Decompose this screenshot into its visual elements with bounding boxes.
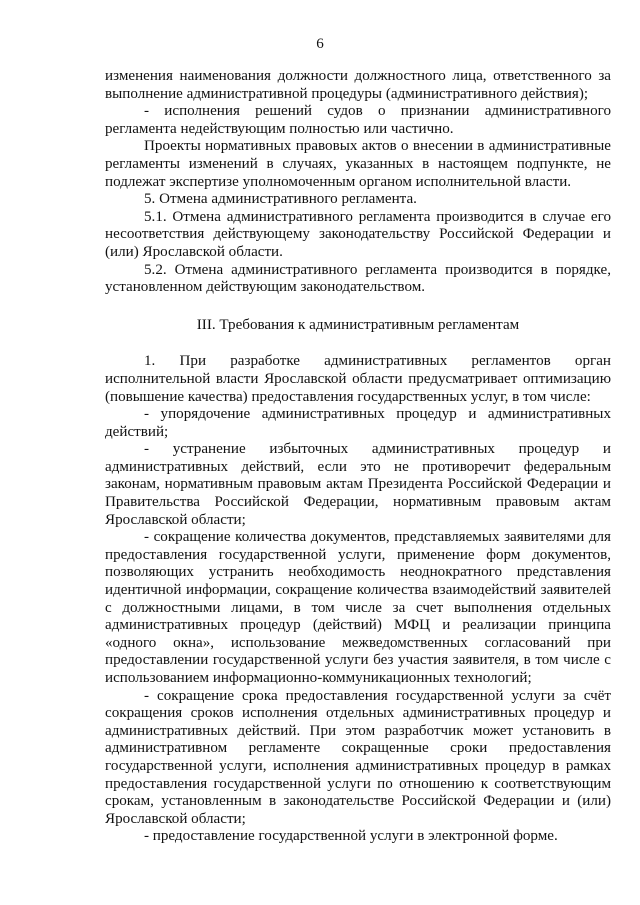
paragraph: 5. Отмена административного регламента.	[144, 191, 417, 208]
paragraph: изменения наименования должности должностного лица, ответственного за выполнение административной процедуры (административного действия);	[105, 68, 611, 102]
spacer	[105, 334, 611, 353]
paragraph: 5.2. Отмена административного регламента производится в порядке, установленном действующим законодательством.	[105, 261, 611, 296]
spacer	[105, 297, 611, 317]
paragraph: - устранение избыточных административных процедур и административных действий, если это не противоречит федеральным законам, нормативным правовым актам Президента Российской Федерации и Правительства Российской Федерации, нормативным правовым актам Ярославской области;	[105, 441, 611, 528]
page-number: 6	[316, 36, 324, 52]
paragraph: - сокращение количества документов, представляемых заявителями для предоставления государственной услуги, применение форм документов, позволяющих устранить необходимость неоднократного представления идентичной информации, сокращение количества взаимодействий заявителей с должностными лицами, в том числе за счет выполнения отдельных административных процедур (действий) МФЦ и реализации принципа «одного окна», использование межведомственных согласований при предоставлении государственной услуги без участия заявителя, в том числе с использованием информационно-коммуникационных технологий;	[105, 529, 611, 686]
document-body	[105, 68, 611, 846]
paragraph: - предоставление государственной услуги в электронной форме.	[144, 828, 558, 845]
paragraph: - упорядочение административных процедур и административных действий;	[105, 406, 611, 440]
paragraph: - исполнения решений судов о признании административного регламента недействующим полностью или частично.	[105, 103, 611, 137]
paragraph: - сокращение срока предоставления государственной услуги за счёт сокращения сроков исполнения отдельных административных процедур и административных действий. При этом разработчик может установить в административном регламенте сокращенные сроки предоставления государственной услуги, исполнения административных процедур в рамках предоставления государственной услуги по отношению к соответствующим срокам, установленным в законодательстве Российской Федерации и (или) Ярославской области;	[105, 687, 611, 827]
paragraph: 5.1. Отмена административного регламента производится в случае его несоответствия действующему законодательству Российской Федерации и (или) Ярославской области.	[105, 208, 611, 260]
section-heading: III. Требования к административным регламентам	[196, 316, 520, 333]
paragraph: Проекты нормативных правовых актов о внесении в административные регламенты изменений в случаях, указанных в настоящем подпункте, не подлежат экспертизе уполномоченным органом исполнительной власти.	[105, 138, 611, 190]
paragraph: 1. При разработке административных регламентов орган исполнительной власти Ярославской области предусматривает оптимизацию (повышение качества) предоставления государственных услуг, в том числе:	[105, 353, 611, 405]
